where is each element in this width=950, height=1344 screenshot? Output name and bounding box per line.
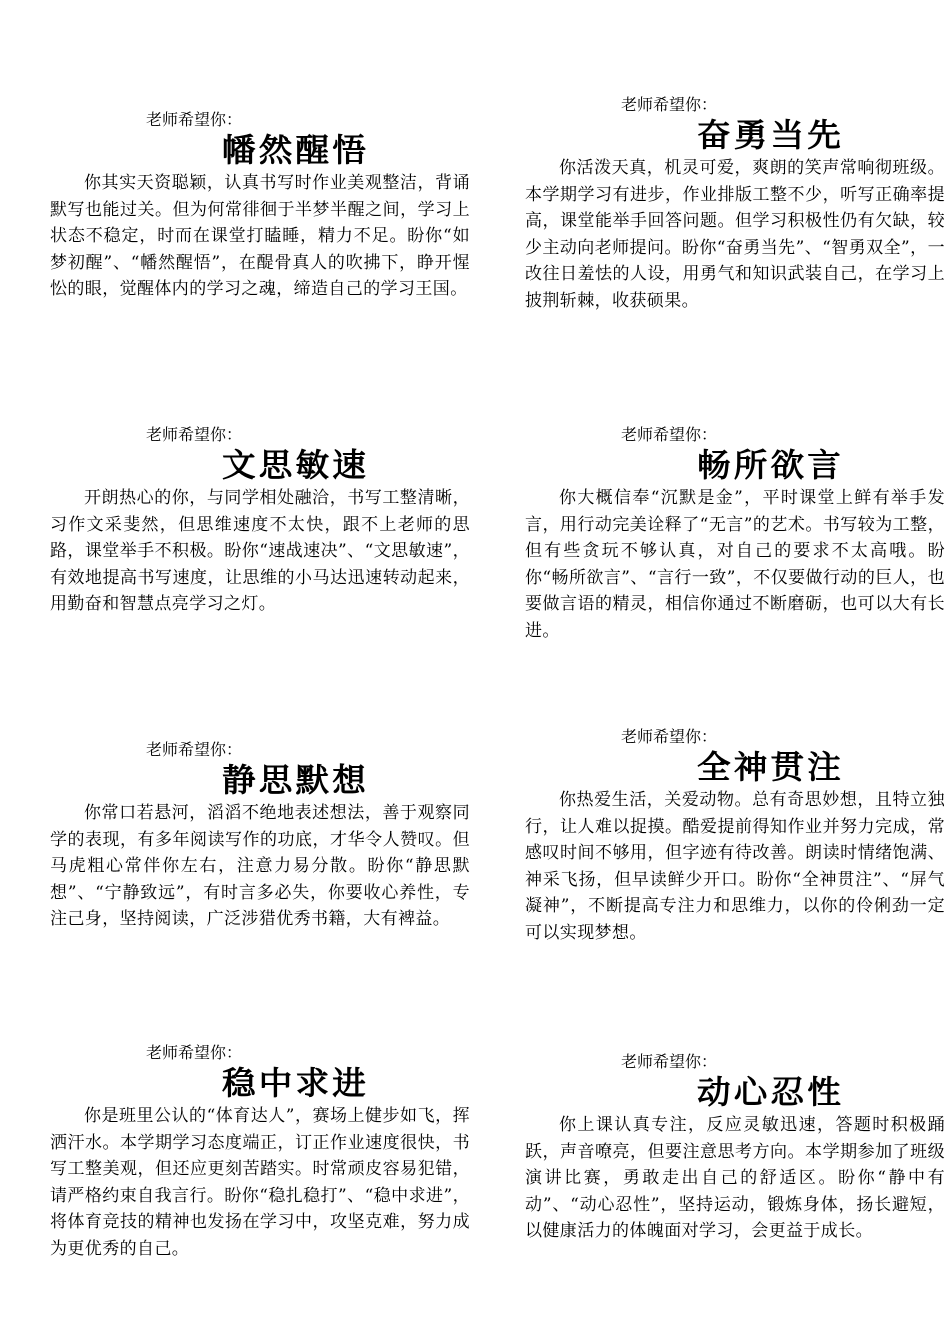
card-comment: 开朗热心的你，与同学相处融洽，书写工整清晰，习作文采斐然，但思维速度不太快，跟不上老师的思路，课堂举手不积极。盼你“速战速决”、“文思敏速”，有效地提高书写速度，让思维的小马达迅速转动起来，用勤奋和智慧点亮学习之灯。 [50,488,470,614]
comment-card-5 [50,740,470,933]
card-intro: 老师希望你： [146,1043,243,1062]
card-comment: 你常口若悬河，滔滔不绝地表述想法，善于观察同学的表现，有多年阅读写作的功底，才华令人赞叹。但马虎粗心常伴你左右，注意力易分散。盼你“静思默想”、“宁静致远”，有时言多必失，你要收心养性，专注己身，坚持阅读，广泛涉猎优秀书籍，大有裨益。 [50,803,470,929]
comment-card-3 [50,425,470,618]
card-motto: 静思默想 [222,761,370,799]
card-comment: 你其实天资聪颖，认真书写时作业美观整洁，背诵默写也能过关。但为何常徘徊于半梦半醒之间，学习上状态不稳定，时而在课堂打瞌睡，精力不足。盼你“如梦初醒”、“幡然醒悟”，在醍骨真人的吹拂下，睁开惺忪的眼，觉醒体内的学习之魂，缔造自己的学习王国。 [50,173,470,299]
card-comment: 你上课认真专注，反应灵敏迅速，答题时积极踊跃，声音嘹亮，但要注意思考方向。本学期参加了班级演讲比赛，勇敢走出自己的舒适区。盼你“静中有动”、“动心忍性”，坚持运动，锻炼身体，扬长避短，以健康活力的体魄面对学习，会更益于成长。 [525,1115,945,1241]
comment-card-1 [50,110,470,303]
card-intro: 老师希望你： [621,95,718,114]
card-intro: 老师希望你： [146,425,243,444]
card-intro: 老师希望你： [146,740,243,759]
comment-card-7 [50,1043,470,1262]
card-comment: 你大概信奉“沉默是金”，平时课堂上鲜有举手发言，用行动完美诠释了“无言”的艺术。书写较为工整，但有些贪玩不够认真，对自己的要求不太高哦。盼你“畅所欲言”、“言行一致”，不仅要做行动的巨人，也要做言语的精灵，相信你通过不断磨砺，也可以大有长进。 [525,488,945,641]
card-motto: 全神贯注 [697,748,845,786]
comment-card-2 [525,95,945,314]
comment-card-4 [525,425,945,644]
card-motto: 动心忍性 [697,1073,845,1111]
card-comment: 你是班里公认的“体育达人”，赛场上健步如飞，挥洒汗水。本学期学习态度端正，订正作业速度很快，书写工整美观，但还应更刻苦踏实。时常顽皮容易犯错，请严格约束自我言行。盼你“稳扎稳打”、“稳中求进”，将体育竞技的精神也发扬在学习中，攻坚克难，努力成为更优秀的自己。 [50,1106,470,1259]
card-motto: 畅所欲言 [697,446,845,484]
card-motto: 稳中求进 [222,1064,370,1102]
card-motto: 幡然醒悟 [222,131,370,169]
card-motto: 文思敏速 [222,446,370,484]
comment-card-8 [525,1052,945,1245]
card-intro: 老师希望你： [621,425,718,444]
card-intro: 老师希望你： [621,1052,718,1071]
card-motto: 奋勇当先 [697,116,845,154]
comment-card-6 [525,727,945,946]
card-comment: 你活泼天真，机灵可爱，爽朗的笑声常响彻班级。本学期学习有进步，作业排版工整不少，听写正确率提高，课堂能举手回答问题。但学习积极性仍有欠缺，较少主动向老师提问。盼你“奋勇当先”、“智勇双全”，一改往日羞怯的人设，用勇气和知识武装自己，在学习上披荆斩棘，收获硕果。 [525,158,945,311]
card-comment: 你热爱生活，关爱动物。总有奇思妙想，且特立独行，让人难以捉摸。酷爱提前得知作业并努力完成，常感叹时间不够用，但字迹有待改善。朗读时情绪饱满、神采飞扬，但早读鲜少开口。盼你“全神贯注”、“屏气凝神”，不断提高专注力和思维力，以你的伶俐劲一定可以实现梦想。 [525,790,945,943]
card-intro: 老师希望你： [621,727,718,746]
card-intro: 老师希望你： [146,110,243,129]
